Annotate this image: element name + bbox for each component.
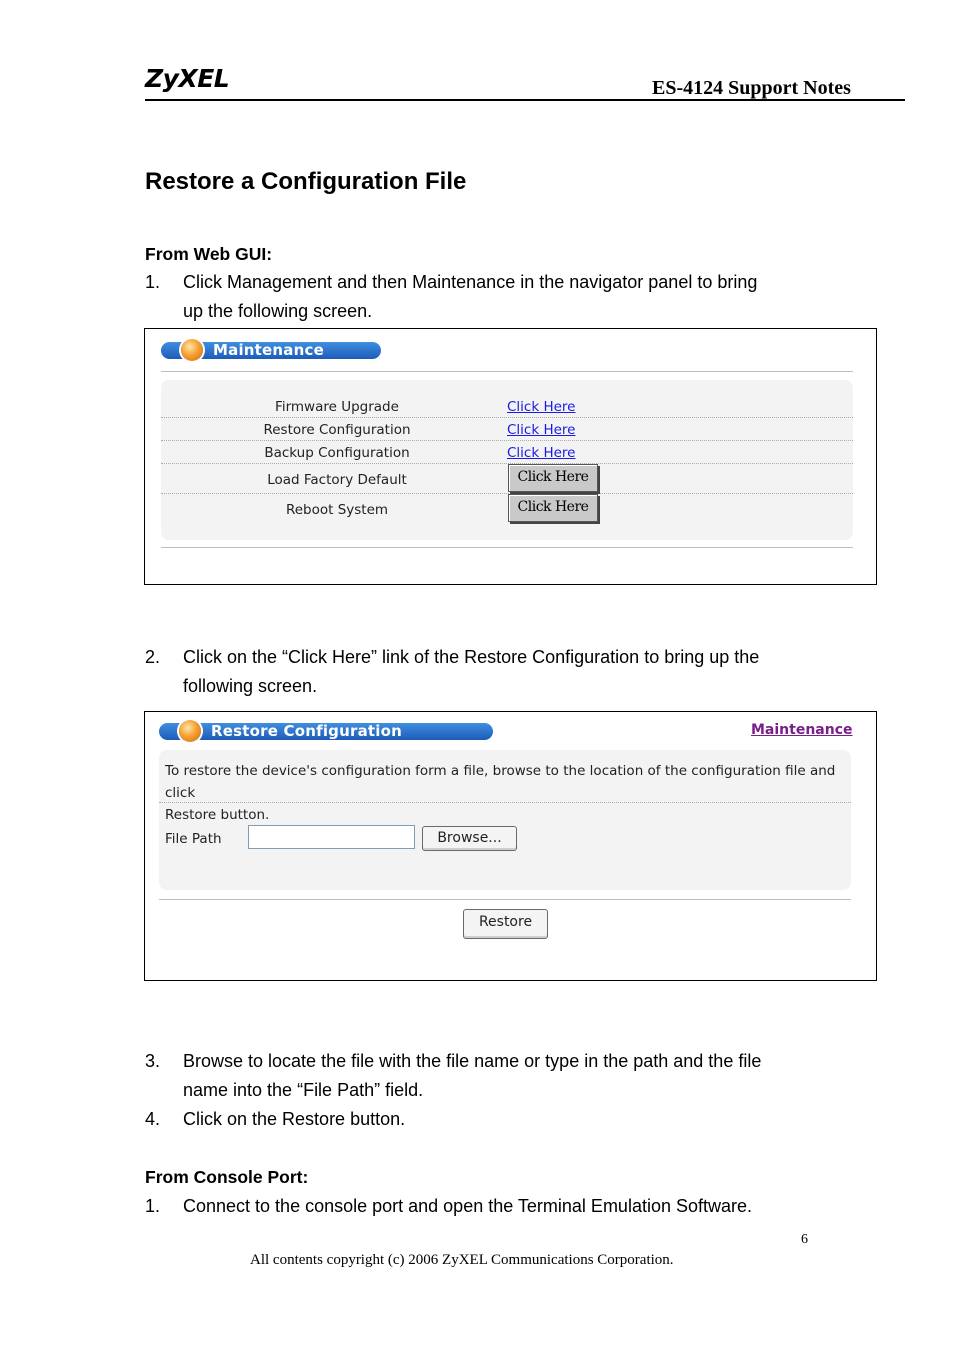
row-separator: [161, 417, 853, 418]
divider: [161, 547, 853, 548]
maintenance-link[interactable]: Maintenance: [751, 722, 853, 738]
firmware-upgrade-link[interactable]: Click Here: [507, 399, 576, 415]
step-line: following screen.: [183, 676, 318, 696]
maintenance-screenshot: [144, 328, 877, 585]
maintenance-title: Maintenance: [213, 341, 324, 359]
restore-description: [165, 760, 855, 826]
restore-configuration-screenshot: [144, 711, 877, 981]
restore-titlebar: [159, 723, 493, 740]
row-separator: [161, 463, 853, 464]
step-number: 1.: [145, 272, 161, 292]
step-number: 4.: [145, 1109, 161, 1129]
divider: [159, 899, 851, 900]
step-text: [183, 1105, 823, 1134]
step-line: Browse to locate the file with the file name or type in the path and the file: [183, 1051, 762, 1071]
row-label-restore-configuration: Restore Configuration: [263, 422, 411, 438]
row-label-firmware-upgrade: Firmware Upgrade: [275, 399, 399, 415]
console-heading: From Console Port:: [145, 1167, 309, 1187]
divider: [161, 371, 853, 372]
copyright: All contents copyright (c) 2006 ZyXEL Communications Corporation.: [250, 1252, 674, 1268]
document-title: ES-4124 Support Notes: [652, 77, 851, 99]
row-label-reboot-system: Reboot System: [285, 502, 389, 518]
step-line: up the following screen.: [183, 301, 373, 321]
orb-icon: [179, 720, 201, 742]
web-gui-heading: From Web GUI:: [145, 244, 273, 264]
row-separator: [161, 440, 853, 441]
load-factory-default-button[interactable]: Click Here: [508, 464, 598, 492]
row-separator: [161, 493, 853, 494]
description-line: To restore the device's configuration form a file, browse to the location of the configuration file and click: [165, 763, 836, 801]
restore-button[interactable]: Restore: [463, 909, 548, 939]
row-label-backup-configuration: Backup Configuration: [264, 445, 410, 461]
step-line: Click Management and then Maintenance in the navigator panel to bring: [183, 272, 758, 292]
step-number: 1.: [145, 1196, 161, 1216]
description-line: Restore button.: [165, 807, 270, 823]
step-line: Click on the “Click Here” link of the Restore Configuration to bring up the: [183, 647, 760, 667]
header-rule: [145, 99, 905, 101]
step-number: 2.: [145, 647, 161, 667]
restore-configuration-link[interactable]: Click Here: [507, 422, 576, 438]
page-number: 6: [801, 1232, 808, 1247]
step-number: 3.: [145, 1051, 161, 1071]
backup-configuration-link[interactable]: Click Here: [507, 445, 576, 461]
browse-button[interactable]: Browse...: [422, 826, 517, 851]
step-text: [183, 643, 823, 701]
file-path-label: File Path: [165, 831, 222, 847]
step-line: name into the “File Path” field.: [183, 1080, 424, 1100]
row-separator: [159, 802, 851, 803]
file-path-input[interactable]: [248, 825, 415, 849]
step-line: Connect to the console port and open the Terminal Emulation Software.: [183, 1196, 753, 1216]
step-text: [183, 1192, 823, 1221]
zyxel-logo: ZyXEL: [145, 64, 230, 93]
step-text: [183, 268, 823, 326]
row-label-load-factory-default: Load Factory Default: [267, 472, 407, 488]
reboot-system-button[interactable]: Click Here: [508, 494, 598, 522]
restore-title: Restore Configuration: [211, 722, 403, 740]
maintenance-titlebar: [161, 342, 381, 359]
step-line: Click on the Restore button.: [183, 1109, 406, 1129]
orb-icon: [181, 339, 203, 361]
step-text: [183, 1047, 823, 1105]
page-title: Restore a Configuration File: [145, 168, 467, 195]
